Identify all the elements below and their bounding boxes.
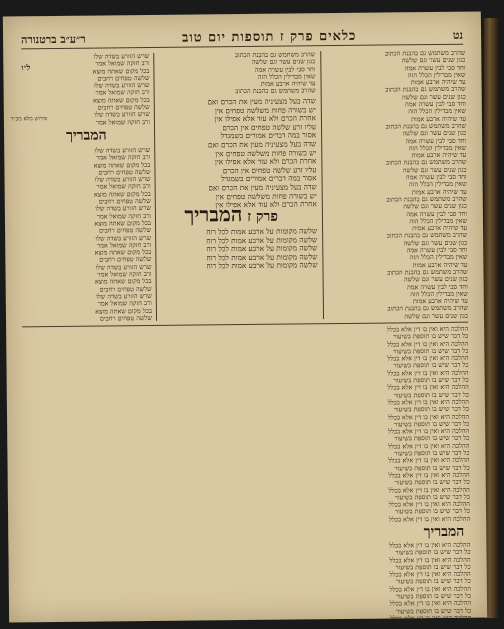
text-line: שרש הזורע בשדה שלו — [95, 262, 152, 272]
text-line: שלשה טפחים רחבים — [97, 103, 150, 112]
text-line: כל דבר שיש בו תוספת בשיעור — [395, 606, 472, 616]
text-line: ההלכה היא ואין בו דין אלא בכלל — [387, 397, 469, 407]
text-line: שלשה טפחים רחבים — [98, 167, 151, 177]
text-line: אסור במה דברים אמורים בשמגדל — [221, 173, 317, 184]
text-line: כל דבר שיש בו תוספת בשיעור — [393, 404, 470, 414]
text-line: שלשה טפחים רחבים — [98, 197, 151, 206]
text-line: ההלכה היא ואין בו דין אלא בכלל — [387, 383, 469, 392]
text-line: ורב חזקה שמואל אמר — [95, 88, 150, 98]
text-line: שהרב משתמש גם בהבנת הכתוב — [234, 50, 316, 60]
text-line: שאין מבדילין הכלל הזה — [410, 289, 468, 299]
text-line: שאין מבדילין הכלל הזה — [409, 252, 468, 262]
text-line: כל דבר שיש בו תוספת בשיעור — [394, 463, 470, 473]
text-line: שלשה טפחים רחבים — [97, 73, 150, 83]
text-line: כגון שנים עשר וגם שלשה — [402, 92, 466, 102]
text-line: ההלכה היא ואין בו דין אלא בכלל — [389, 613, 472, 623]
text-line: ההלכה היא ואין בו דין אלא בכלל — [388, 514, 471, 524]
page-number: נט — [452, 28, 464, 42]
text-line: כגון שנים עשר וגם שלשה — [404, 311, 469, 321]
text-line: שהרב משתמש גם בהבנת הכתוב — [387, 267, 468, 277]
text-line: כל דבר שיש בו תוספת בשיעור — [393, 331, 469, 341]
text-line: שלשה טפחים רחבים — [99, 284, 152, 294]
text-line: ההלכה היא ואין בו דין אלא בכלל — [388, 456, 470, 465]
text-line: שדה בעל מצעיניה מעין את הכרם ואם — [207, 96, 316, 107]
left-column-heading: המבריך — [66, 127, 107, 144]
text-line: שדה בעל מצעיניה מעין את הכרם ואם — [207, 139, 317, 150]
text-line: שאין מבדילין הכלל הזה — [408, 107, 466, 116]
text-line: אחרת הכרם ולא עוד אלא אפילו אין — [215, 199, 317, 210]
text-line: וחד סבי לבין עשרה אמה — [406, 245, 468, 255]
text-line: ההלכה היא ואין בו דין אלא בכלל — [389, 599, 472, 608]
text-line: כל דבר שיש בו תוספת בשיעור — [393, 419, 470, 429]
text-line: שרש הזורע בשדה שלו — [94, 145, 151, 155]
text-line: עד שיהיה ארבע אמות — [411, 150, 467, 160]
text-line: ההלכה היא ואין בו דין אלא בכלל — [387, 339, 469, 349]
text-line: ההלכה היא ואין בו דין אלא בכלל — [386, 324, 469, 334]
text-line: שאין מבדילין הכלל הזה — [408, 143, 467, 153]
text-line: כל דבר שיש בו תוספת בשיעור — [395, 577, 471, 586]
text-line: ההלכה היא ואין בו דין אלא בכלל — [388, 441, 470, 451]
text-line: ורב חזקה שמואל אמר — [96, 182, 151, 192]
text-line: ההלכה היא ואין בו דין אלא בכלל — [387, 368, 469, 378]
text-line: שהרב משתמש גם בהבנת הכתוב — [384, 48, 466, 58]
text-line: ההלכה היא ואין בו דין אלא בכלל — [387, 412, 470, 422]
text-line: שהרב משתמש גם בהבנת הכתוב — [235, 86, 316, 96]
text-line: כל דבר שיש בו תוספת בשיעור — [393, 390, 469, 400]
text-line: בכל מקום שאתה מוצא — [93, 189, 151, 199]
text-line: אחרת הכרם ולא עוד אלא אפילו אין — [214, 156, 317, 167]
mishna-text-block — [156, 96, 317, 210]
text-line: כל דבר שיש בו תוספת בשיעור — [395, 562, 471, 572]
text-line: אחרת הכרם ולא עוד אלא אפילו אין — [214, 113, 316, 124]
text-line: בכל מקום שאתה מוצא — [93, 160, 151, 170]
text-line: שהרב משתמש גם בהבנת הכתוב — [385, 85, 466, 95]
text-line: ורב חזקה שמואל אמר — [97, 240, 152, 250]
left-commentary-column — [52, 147, 152, 322]
text-line: שלשה טפחים רחבים — [99, 313, 153, 323]
text-line: עד שיהיה ארבע אמות — [260, 79, 316, 89]
text-line: שאין מבדילין הכלל הזה — [407, 70, 466, 80]
page-header — [21, 26, 463, 50]
folio-mark: ל״ו — [21, 62, 31, 73]
text-line: ההלכה היא ואין בו דין אלא בכלל — [388, 485, 470, 495]
text-line: וחד סבי לבין עשרה אמה — [405, 172, 467, 182]
text-line: כל דבר שיש בו תוספת בשיעור — [393, 375, 469, 385]
text-line: כגון שנים עשר וגם שלשה — [403, 201, 467, 211]
mishna-continuation — [157, 226, 318, 271]
text-line: שלשה מקומות על ארבע אמות לכל רוח — [206, 226, 318, 237]
text-line: עד שיהיה ארבע אמות — [412, 296, 468, 306]
text-line: יש בשורה פחות משלשה טפחים אין — [214, 104, 316, 115]
text-line: שלשה טפחים רחבים — [99, 255, 152, 264]
text-line: עליו זרע שלשה טפחים אין הכרם — [222, 122, 317, 133]
text-line: בכל מקום שאתה מוצא — [94, 248, 152, 257]
text-line: כל דבר שיש בו תוספת בשיעור — [394, 507, 471, 516]
bottom-section-heading — [424, 524, 465, 541]
text-line: שהרב משתמש גם בהבנת הכתוב — [385, 158, 467, 167]
text-line: ורב חזקה שמואל אמר — [95, 117, 150, 127]
text-line: כגון שנים עשר וגם שלשה — [402, 128, 467, 138]
column-divider — [320, 51, 324, 319]
text-line: וחד סבי לבין עשרה אמה — [406, 209, 467, 218]
text-line: וחד סבי לבין עשרה אמה — [254, 64, 316, 74]
text-line: כל דבר שיש בו תוספת בשיעור — [394, 492, 470, 502]
text-line: שאין מבדילין הכלל הזה — [408, 180, 467, 189]
text-line: שרש הזורע בשדה שלו — [94, 175, 151, 184]
text-line: בכל מקום שאתה מוצא — [94, 277, 152, 286]
text-line: שרש הזורע בשדה שלו — [93, 81, 150, 90]
text-line: בכל מקום שאתה מוצא — [95, 306, 152, 316]
text-line: שלשה מקומות על ארבע אמות לכל רוח — [206, 243, 318, 254]
text-line: שלשה מקומות על ארבע אמות לכל רוח — [206, 234, 318, 245]
text-line: שרש הזורע בשדה שלו — [93, 51, 150, 61]
book-page — [3, 12, 487, 623]
left-top-commentary — [51, 51, 150, 127]
bottom-commentary-block — [22, 326, 470, 527]
text-line: שלשה טפחים רחבים — [98, 226, 152, 235]
text-line: יש בשורה פחות משלשה טפחים אין — [215, 190, 317, 201]
text-line: שרש הזורע בשדה שלו — [94, 110, 150, 119]
text-line: בכל מקום שאתה מוצא — [92, 66, 150, 76]
text-line: ורב חזקה שמואל אמר — [96, 211, 151, 221]
chapter-heading — [184, 202, 278, 228]
text-line: כגון שנים עשר וגם שלשה — [403, 274, 468, 284]
text-line: עד שיהיה ארבע אמות — [411, 187, 467, 196]
text-line: וחד סבי לבין עשרה אמה — [407, 282, 468, 291]
text-line: ההלכה היא ואין בו דין אלא בכלל — [388, 499, 471, 509]
text-line: כל דבר שיש בו תוספת בשיעור — [394, 477, 470, 487]
text-line: שדה בעל מצעיניה מעין את הכרם ואם — [208, 182, 317, 193]
text-line: ורב חזקה שמואל אמר — [95, 59, 150, 68]
text-line: שרש הזורע בשדה שלו — [95, 204, 151, 213]
text-line: שאין מבדילין הכלל הזה — [257, 72, 316, 81]
text-line: יש בשורה פחות משלשה טפחים אין — [215, 147, 317, 158]
text-line: ההלכה היא ואין בו דין אלא בכלל — [389, 555, 471, 565]
header-title: כלאים פרק ז תוספות יום טוב — [182, 28, 357, 46]
chapter-heading-word: המבריך — [184, 202, 243, 227]
text-line: בכל מקום שאתה מוצא — [93, 95, 150, 105]
text-line: ההלכה היא ואין בו דין אלא בכלל — [389, 584, 471, 594]
text-line: כל דבר שיש בו תוספת בשיעור — [394, 434, 470, 443]
text-line: ההלכה היא ואין בו דין אלא בכלל — [387, 426, 470, 436]
text-line: שהרב משתמש גם בהבנת הכתוב — [387, 304, 468, 313]
text-line: שלשה מקומות על ארבע אמות לכל רוח — [206, 260, 318, 271]
text-line: כל דבר שיש בו תוספת בשיעור — [393, 361, 469, 370]
text-line: כגון שנים עשר וגם שלשה — [401, 55, 466, 65]
text-line: שרש הזורע בשדה שלו — [95, 233, 152, 243]
text-line: ורב חזקה שמואל אמר — [97, 270, 152, 279]
text-line: וחד סבי לבין עשרה אמה — [405, 99, 466, 109]
text-line: כל דבר שיש בו תוספת בשיעור — [395, 547, 471, 557]
text-line: שהרב משתמש גם בהבנת הכתוב — [386, 194, 467, 204]
text-line: ההלכה היא ואין בו דין אלא בכלל — [389, 569, 471, 579]
text-line: ההלכה היא ואין בו דין אלא בכלל — [388, 470, 470, 480]
text-line: כל דבר שיש בו תוספת בשיעור — [395, 591, 471, 601]
text-line: כל דבר שיש בו תוספת בשיעור — [394, 448, 470, 458]
text-line: וחד סבי לבין עשרה אמה — [405, 136, 467, 145]
text-line: עד שיהיה ארבע אמות — [410, 77, 466, 87]
text-line: עד שיהיה ארבע אמות — [411, 114, 466, 123]
text-line: ההלכה היא ואין בו דין אלא בכלל — [389, 540, 471, 550]
text-line: שאין מבדילין הכלל הזה — [409, 216, 468, 226]
text-line: בכל מקום שאתה מוצא — [94, 218, 152, 228]
text-line: כגון שנים עשר וגם שלשה — [251, 57, 316, 67]
text-line: וחד סבי לבין עשרה אמה — [404, 63, 466, 72]
text-line: עד שיהיה ארבע אמות — [412, 260, 468, 269]
header-commentary-name: ר״ע״ב ברטנורה — [21, 32, 86, 46]
text-line: שלשה מקומות על ארבע אמות לכל רוח — [206, 252, 318, 263]
text-line: ורב חזקה שמואל אמר — [96, 153, 151, 162]
text-line: ההלכה היא ואין בו דין אלא בכלל — [387, 353, 469, 363]
text-line: עליו זרע שלשה טפחים אין הכרם — [222, 164, 317, 175]
bottom-heading-word: המבריך — [423, 523, 465, 541]
text-line: עד שיהיה ארבע אמות — [412, 223, 468, 233]
text-line: שרש הזורע בשדה שלו — [96, 291, 152, 301]
margin-note: פירוש מלא מכ״ד — [10, 116, 48, 123]
text-line: ורב חזקה שמואל אמר — [97, 299, 152, 308]
text-line: שהרב משתמש גם בהבנת הכתוב — [386, 231, 468, 240]
text-line: כגון שנים עשר וגם שלשה — [402, 165, 467, 175]
text-line: כגון שנים עשר וגם שלשה — [403, 238, 468, 248]
text-line: שהרב משתמש גם בהבנת הכתוב — [385, 121, 467, 131]
center-top-commentary — [155, 51, 315, 95]
bottom-final-block — [24, 542, 471, 621]
text-line: כל דבר שיש בו תוספת בשיעור — [393, 346, 469, 356]
chapter-heading-number: פרק ז — [247, 208, 279, 225]
text-line: אסור במה דברים אמורים בשמגדל — [220, 130, 317, 141]
right-commentary-column — [325, 50, 468, 319]
